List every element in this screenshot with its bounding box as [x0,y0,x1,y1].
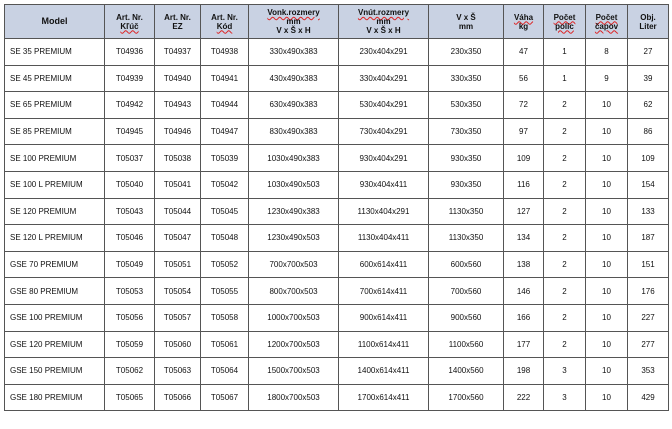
col-header-art-kod: Art. Nr. Kód [201,5,249,39]
cell-outer-dimensions: 1800x700x503 [249,384,339,411]
col-header-outer-dimensions: Vonk.rozmery mm V x Š x H [249,5,339,39]
cell-pins: 10 [586,145,628,172]
cell-art-ez: T04943 [155,92,201,119]
cell-art-ez: T05060 [155,331,201,358]
cell-height-width: 530x350 [429,92,504,119]
table-row [5,225,669,252]
cell-height-width: 1400x560 [429,358,504,385]
cell-outer-dimensions: 700x700x503 [249,251,339,278]
cell-inner-dimensions: 930x404x291 [339,145,429,172]
cell-outer-dimensions: 1230x490x503 [249,225,339,252]
cell-model: SE 65 PREMIUM [5,92,105,119]
cell-weight: 97 [504,118,544,145]
cell-volume: 187 [628,225,669,252]
cell-art-kod: T05055 [201,278,249,305]
col-header-height-width: V x Š mm [429,5,504,39]
cell-weight: 166 [504,304,544,331]
cell-volume: 154 [628,171,669,198]
cell-art-kluc: T05059 [105,331,155,358]
cell-height-width: 900x560 [429,304,504,331]
cell-model: GSE 120 PREMIUM [5,331,105,358]
cell-model: SE 120 L PREMIUM [5,225,105,252]
cell-inner-dimensions: 530x404x291 [339,92,429,119]
cell-art-kluc: T04942 [105,92,155,119]
cell-model: GSE 150 PREMIUM [5,358,105,385]
cell-pins: 10 [586,278,628,305]
cell-volume: 429 [628,384,669,411]
cell-art-ez: T05041 [155,171,201,198]
cell-shelves: 2 [544,304,586,331]
cell-inner-dimensions: 600x614x411 [339,251,429,278]
cell-art-ez: T05051 [155,251,201,278]
table-row [5,198,669,225]
cell-outer-dimensions: 830x490x383 [249,118,339,145]
cell-art-kod: T05048 [201,225,249,252]
cell-art-kod: T05039 [201,145,249,172]
cell-art-ez: T04937 [155,39,201,66]
cell-weight: 198 [504,358,544,385]
cell-art-kluc: T04936 [105,39,155,66]
cell-model: GSE 100 PREMIUM [5,304,105,331]
cell-art-ez: T04946 [155,118,201,145]
cell-pins: 10 [586,384,628,411]
cell-art-kod: T05061 [201,331,249,358]
table-row [5,251,669,278]
header-row [5,5,669,39]
product-table [4,4,669,411]
col-header-pins: Počet čapov [586,5,628,39]
cell-art-kluc: T05040 [105,171,155,198]
cell-art-kluc: T05062 [105,358,155,385]
col-header-volume: Obj. Liter [628,5,669,39]
col-header-art-ez: Art. Nr. EZ [155,5,201,39]
cell-volume: 27 [628,39,669,66]
table-row [5,331,669,358]
cell-shelves: 1 [544,39,586,66]
cell-art-kluc: T05046 [105,225,155,252]
cell-volume: 353 [628,358,669,385]
cell-art-ez: T05038 [155,145,201,172]
cell-art-ez: T05063 [155,358,201,385]
cell-weight: 146 [504,278,544,305]
cell-art-ez: T05057 [155,304,201,331]
cell-outer-dimensions: 1500x700x503 [249,358,339,385]
table-row [5,118,669,145]
cell-art-ez: T04940 [155,65,201,92]
cell-inner-dimensions: 900x614x411 [339,304,429,331]
col-header-model: Model [5,5,105,39]
cell-shelves: 2 [544,92,586,119]
cell-weight: 72 [504,92,544,119]
cell-art-kod: T04938 [201,39,249,66]
cell-inner-dimensions: 930x404x411 [339,171,429,198]
cell-model: SE 120 PREMIUM [5,198,105,225]
cell-shelves: 2 [544,145,586,172]
cell-art-kluc: T04939 [105,65,155,92]
cell-outer-dimensions: 800x700x503 [249,278,339,305]
cell-inner-dimensions: 1130x404x291 [339,198,429,225]
cell-height-width: 1130x350 [429,198,504,225]
cell-shelves: 2 [544,278,586,305]
cell-inner-dimensions: 1130x404x411 [339,225,429,252]
cell-pins: 10 [586,304,628,331]
cell-weight: 134 [504,225,544,252]
cell-volume: 151 [628,251,669,278]
cell-outer-dimensions: 1000x700x503 [249,304,339,331]
cell-model: SE 85 PREMIUM [5,118,105,145]
cell-height-width: 330x350 [429,65,504,92]
cell-height-width: 230x350 [429,39,504,66]
cell-shelves: 3 [544,358,586,385]
table-row [5,39,669,66]
cell-art-ez: T05044 [155,198,201,225]
cell-shelves: 3 [544,384,586,411]
cell-art-kluc: T05037 [105,145,155,172]
cell-volume: 86 [628,118,669,145]
cell-pins: 9 [586,65,628,92]
cell-art-kluc: T04945 [105,118,155,145]
cell-inner-dimensions: 330x404x291 [339,65,429,92]
table-row [5,278,669,305]
cell-weight: 47 [504,39,544,66]
cell-model: GSE 70 PREMIUM [5,251,105,278]
cell-shelves: 2 [544,251,586,278]
cell-volume: 176 [628,278,669,305]
cell-shelves: 2 [544,171,586,198]
table-body [5,39,669,411]
cell-outer-dimensions: 630x490x383 [249,92,339,119]
cell-inner-dimensions: 1700x614x411 [339,384,429,411]
cell-model: SE 100 PREMIUM [5,145,105,172]
cell-pins: 10 [586,118,628,145]
cell-weight: 127 [504,198,544,225]
cell-shelves: 1 [544,65,586,92]
cell-art-kod: T04941 [201,65,249,92]
cell-weight: 177 [504,331,544,358]
cell-volume: 39 [628,65,669,92]
cell-height-width: 600x560 [429,251,504,278]
cell-art-kod: T04944 [201,92,249,119]
cell-art-kod: T05064 [201,358,249,385]
cell-height-width: 1700x560 [429,384,504,411]
cell-shelves: 2 [544,198,586,225]
cell-height-width: 1130x350 [429,225,504,252]
cell-art-kod: T05042 [201,171,249,198]
cell-volume: 109 [628,145,669,172]
cell-pins: 10 [586,331,628,358]
cell-shelves: 2 [544,225,586,252]
cell-height-width: 1100x560 [429,331,504,358]
cell-shelves: 2 [544,331,586,358]
cell-outer-dimensions: 1200x700x503 [249,331,339,358]
cell-inner-dimensions: 1100x614x411 [339,331,429,358]
cell-weight: 56 [504,65,544,92]
table-row [5,384,669,411]
cell-art-kluc: T05043 [105,198,155,225]
cell-art-kod: T05052 [201,251,249,278]
cell-inner-dimensions: 700x614x411 [339,278,429,305]
table-row [5,145,669,172]
cell-pins: 10 [586,92,628,119]
cell-model: SE 45 PREMIUM [5,65,105,92]
cell-outer-dimensions: 1230x490x383 [249,198,339,225]
cell-outer-dimensions: 430x490x383 [249,65,339,92]
cell-volume: 227 [628,304,669,331]
cell-height-width: 700x560 [429,278,504,305]
cell-art-kod: T05058 [201,304,249,331]
cell-art-ez: T05054 [155,278,201,305]
cell-volume: 62 [628,92,669,119]
cell-weight: 109 [504,145,544,172]
cell-pins: 10 [586,198,628,225]
col-header-weight: Váha kg [504,5,544,39]
cell-pins: 10 [586,225,628,252]
cell-model: SE 100 L PREMIUM [5,171,105,198]
cell-model: GSE 80 PREMIUM [5,278,105,305]
cell-pins: 10 [586,171,628,198]
cell-height-width: 930x350 [429,171,504,198]
table-row [5,304,669,331]
cell-shelves: 2 [544,118,586,145]
cell-weight: 116 [504,171,544,198]
cell-art-kluc: T05065 [105,384,155,411]
col-header-art-kluc: Art. Nr. Kľúč [105,5,155,39]
cell-outer-dimensions: 1030x490x383 [249,145,339,172]
cell-inner-dimensions: 1400x614x411 [339,358,429,385]
cell-pins: 8 [586,39,628,66]
cell-height-width: 730x350 [429,118,504,145]
cell-inner-dimensions: 730x404x291 [339,118,429,145]
table-row [5,92,669,119]
cell-pins: 10 [586,251,628,278]
cell-art-kluc: T05049 [105,251,155,278]
table-row [5,358,669,385]
cell-outer-dimensions: 330x490x383 [249,39,339,66]
cell-weight: 222 [504,384,544,411]
cell-art-kluc: T05056 [105,304,155,331]
cell-art-kluc: T05053 [105,278,155,305]
cell-art-ez: T05047 [155,225,201,252]
cell-volume: 277 [628,331,669,358]
table-row [5,65,669,92]
col-header-inner-dimensions: Vnút.rozmery mm V x Š x H [339,5,429,39]
cell-art-kod: T05045 [201,198,249,225]
cell-art-kod: T05067 [201,384,249,411]
cell-art-ez: T05066 [155,384,201,411]
cell-outer-dimensions: 1030x490x503 [249,171,339,198]
cell-weight: 138 [504,251,544,278]
cell-volume: 133 [628,198,669,225]
cell-model: SE 35 PREMIUM [5,39,105,66]
cell-inner-dimensions: 230x404x291 [339,39,429,66]
cell-art-kod: T04947 [201,118,249,145]
cell-model: GSE 180 PREMIUM [5,384,105,411]
cell-height-width: 930x350 [429,145,504,172]
col-header-shelves: Počet políc [544,5,586,39]
cell-pins: 10 [586,358,628,385]
table-row [5,171,669,198]
